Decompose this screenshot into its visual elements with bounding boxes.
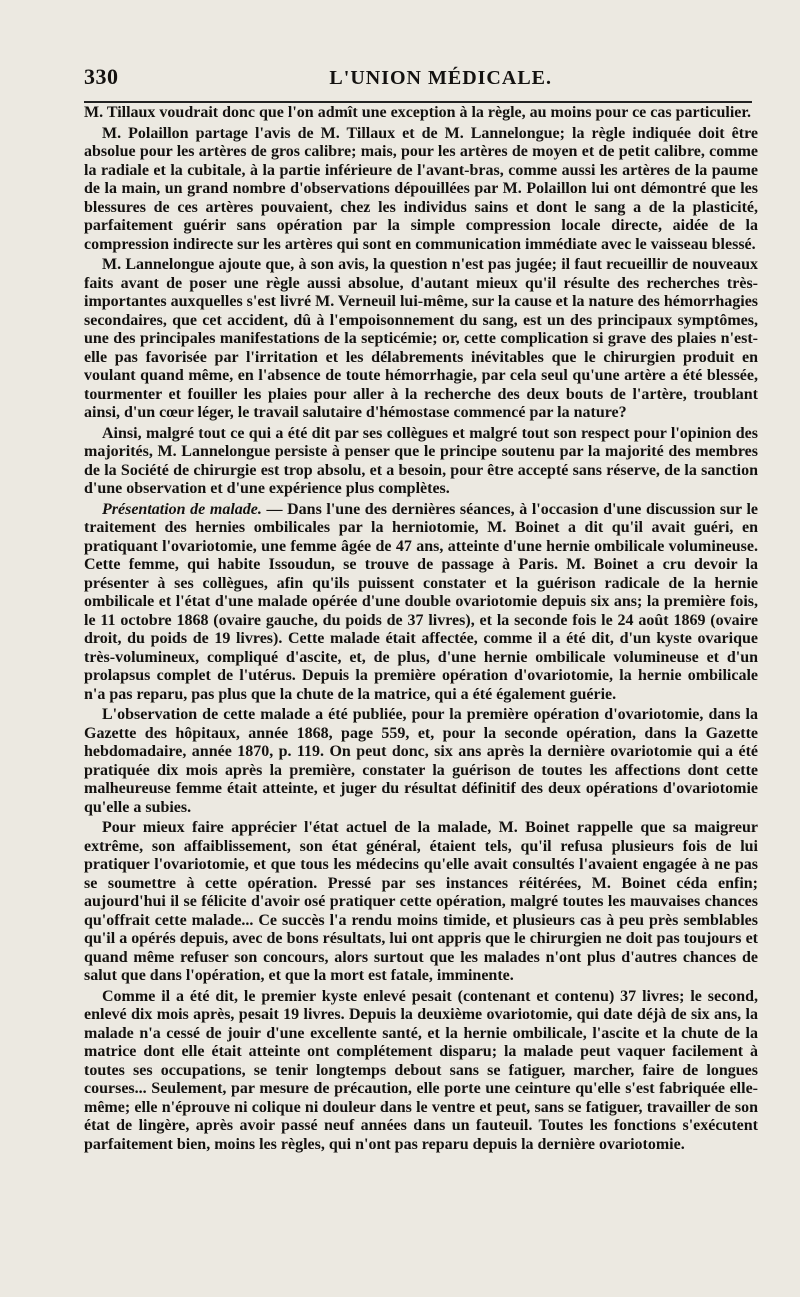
section-text: — Dans l'une des dernières séances, à l'occasion d'une discussion sur le traitement des hernies ombilicales par la herniotomie, M. Boinet a dit qu'il avait guéri, en pratiquant l'ovariotomie, une femme âgée de 47 ans, atteinte d'une hernie ombilicale volumineuse. Cette femme, qui habite Issoudun, se trouve de passage à Paris. M. Boinet a cru devoir la présenter à ses collègues, afin qu'ils puissent constater et la guérison radicale de la hernie ombilicale et l'état d'une malade opérée d'une double ovariotomie depuis six ans; la première fois, le 11 octobre 1868 (ovaire gauche, du poids de 37 livres), et la seconde fois le 24 août 1869 (ovaire droit, du poids de 19 livres). Cette malade était affectée, comme il a été dit, d'un kyste ovarique très-volumineux, compliqué d'ascite, et, de plus, d'une hernie ombilicale volumineuse et d'un prolapsus complet de l'utérus. Depuis la première opération d'ovariotomie, la hernie ombilicale n'a pas reparu, pas plus que la chute de la matrice, qui a été également guérie. [84,500,759,703]
paragraph: Ainsi, malgré tout ce qui a été dit par ses collègues et malgré tout son respect pour l'opinion des majorités, M. Lannelongue persiste à penser que le principe soutenu par la majorité des membres de la Société de chirurgie est trop absolu, et a besoin, pour être accepté sans réserve, de la sanction d'une observation et d'une expérience plus complètes. [84,424,758,497]
paragraph: Pour mieux faire apprécier l'état actuel de la malade, M. Boinet rappelle que sa maigreur extrême, son affaiblissement, son état général, étaient tels, qu'il refusa plusieurs fois de lui pratiquer l'ovariotomie, et que tous les médecins qu'elle avait consultés l'avaient engagée à ne pas se soumettre à cette opération. Pressé par ses instances réitérées, M. Boinet céda enfin; aujourd'hui il se félicite d'avoir osé pratiquer cette opération, malgré toutes les mauvaises chances qu'offrait cette malade... Ce succès l'a rendu moins timide, et plusieurs cas à peu près semblables qu'il a opérés depuis, avec de bons résultats, lui ont appris que le chirurgien ne doit pas toujours et quand même refuser son concours, alors surtout que les malades n'ont plus d'autres chances de salut que dans l'opération, et que la mort est fatale, imminente. [84,819,758,984]
page-number: 330 [84,64,119,89]
running-title: L'UNION MÉDICALE. [329,67,552,89]
paragraph: M. Tillaux voudrait donc que l'on admît une exception à la règle, au moins pour ce cas particulier. [84,104,751,121]
paragraph: M. Polaillon partage l'avis de M. Tillaux et de M. Lannelongue; la règle indiquée doit être absolue pour les artères de gros calibre; mais, pour les artères de moyen et de petit calibre, comme la radiale et la cubitale, à la partie inférieure de l'avant-bras, comme aussi les artères de la paume de la main, un grand nombre d'observations dépouillées par M. Polaillon lui ont démontré que les blessures de ces artères pouvaient, chez les individus sains et dont le sang a de la plasticité, parfaitement guérir sans opération par la simple compression locale directe, aidée de la compression indirecte sur les artères qui sont en communication immédiate avec le vaisseau blessé. [84,124,758,253]
paragraph: Comme il a été dit, le premier kyste enlevé pesait (contenant et contenu) 37 livres; le second, enlevé dix mois après, pesait 19 livres. Depuis la deuxième ovariotomie, qui date déjà de six ans, la malade n'a cessé de jouir d'une excellente santé, et la hernie ombilicale, l'ascite et la chute de la matrice dont elle était atteinte ont complétement disparu; la malade peut vaquer facilement à toutes ses occupations, se tenir longtemps debout sans se fatiguer, marcher, faire de longues courses... Seulement, par mesure de précaution, elle porte une ceinture qu'elle s'est fabriquée elle-même; elle n'éprouve ni colique ni douleur dans le ventre et peut, sans se fatiguer, travailler de son état de lingère, après avoir passé neuf années dans un fauteuil. Toutes les fonctions s'exécutent parfaitement bien, moins les règles, qui n'ont pas reparu depuis la dernière ovariotomie. [84,987,758,1153]
header-rule [84,101,752,103]
page-header [84,64,752,92]
section-paragraph [84,501,758,705]
article-body [84,104,758,1154]
paragraph: L'observation de cette malade a été publiée, pour la première opération d'ovariotomie, dans la Gazette des hôpitaux, année 1868, page 559, et, pour la seconde opération, dans la Gazette hebdomadaire, année 1870, p. 119. On peut donc, six ans après la dernière ovariotomie qui a été pratiquée dix mois après la première, constater la guérison de toutes les affections dont cette malheureuse femme était atteinte, et juger du résultat définitif des deux opérations d'ovariotomie qu'elle a subies. [84,706,758,816]
paragraph: M. Lannelongue ajoute que, à son avis, la question n'est pas jugée; il faut recueillir de nouveaux faits avant de poser une règle aussi absolue, d'autant mieux qu'il résulte des recherches très-importantes auxquelles s'est livré M. Verneuil lui-même, sur la cause et la nature des hémorrhagies secondaires, que cet accident, dû à l'empoisonnement du sang, est un des principaux symptômes, une des principales manifestations de la septicémie; or, cette complication si grave des plaies n'est-elle pas favorisée par l'irritation et les délabrements inévitables que le chirurgien produit en voulant quand même, en l'absence de toute hémorrhagie, par cela seul qu'une artère a été blessée, tourmenter et fouiller les plaies pour aller à la recherche des deux bouts de l'artère, troublant ainsi, d'un cœur léger, le travail salutaire d'hémostase commencé par la nature? [84,256,759,421]
section-title: Présentation de malade. [102,500,262,518]
